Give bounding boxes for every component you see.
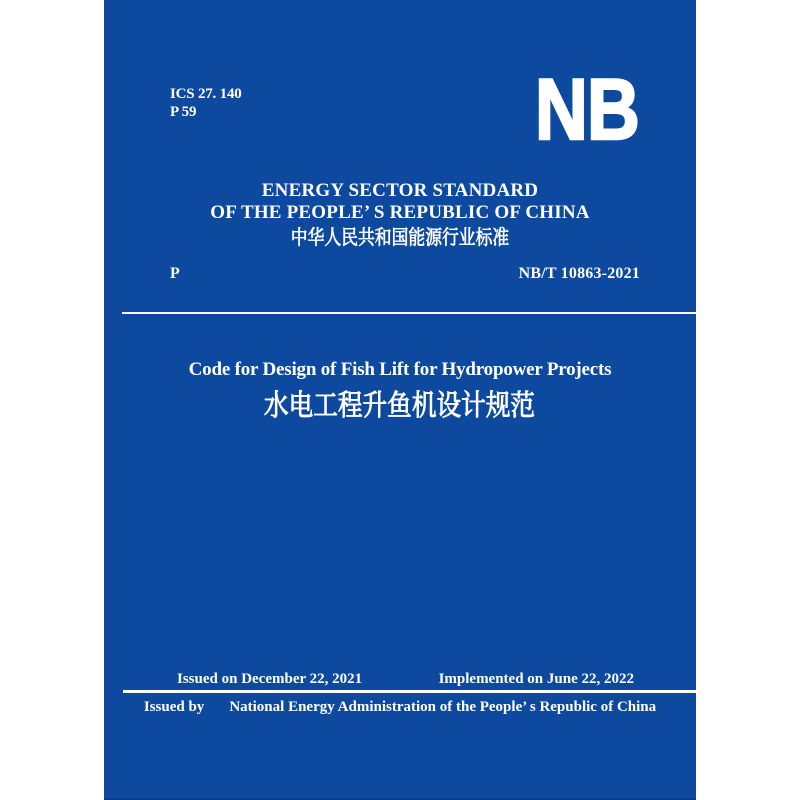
ics-classification-block bbox=[170, 85, 242, 121]
issued-on-date: Issued on December 22, 2021 bbox=[177, 671, 363, 687]
nb-logo: NB bbox=[535, 62, 639, 158]
title-english: Code for Design of Fish Lift for Hydropower Projects bbox=[188, 359, 612, 380]
implemented-on-date: Implemented on June 22, 2022 bbox=[438, 671, 634, 687]
issued-by-label: Issued by bbox=[143, 699, 205, 715]
standard-heading-english-line1: ENERGY SECTOR STANDARD bbox=[261, 180, 539, 201]
designation-row bbox=[104, 265, 696, 283]
title-chinese-text: 水电工程升鱼机设计规范 bbox=[264, 390, 536, 422]
standard-cover bbox=[104, 0, 696, 800]
title-chinese bbox=[104, 390, 696, 423]
dates-row bbox=[177, 670, 634, 688]
issued-by-value: National Energy Administration of the People’ s Republic of China bbox=[229, 699, 657, 715]
standard-heading-english-line2: OF THE PEOPLE’ S REPUBLIC OF CHINA bbox=[210, 202, 590, 223]
standard-heading-chinese bbox=[104, 226, 696, 250]
category-letter: P bbox=[170, 265, 180, 282]
ics-code: ICS 27. 140 bbox=[170, 86, 242, 102]
top-separator-rule bbox=[122, 312, 696, 314]
document-classification: P 59 bbox=[170, 104, 197, 120]
standard-heading-chinese-text: 中华人民共和国能源行业标准 bbox=[290, 227, 510, 249]
bottom-separator-rule bbox=[123, 690, 696, 693]
standard-number: NB/T 10863-2021 bbox=[518, 265, 640, 282]
issued-by-row bbox=[104, 698, 696, 716]
